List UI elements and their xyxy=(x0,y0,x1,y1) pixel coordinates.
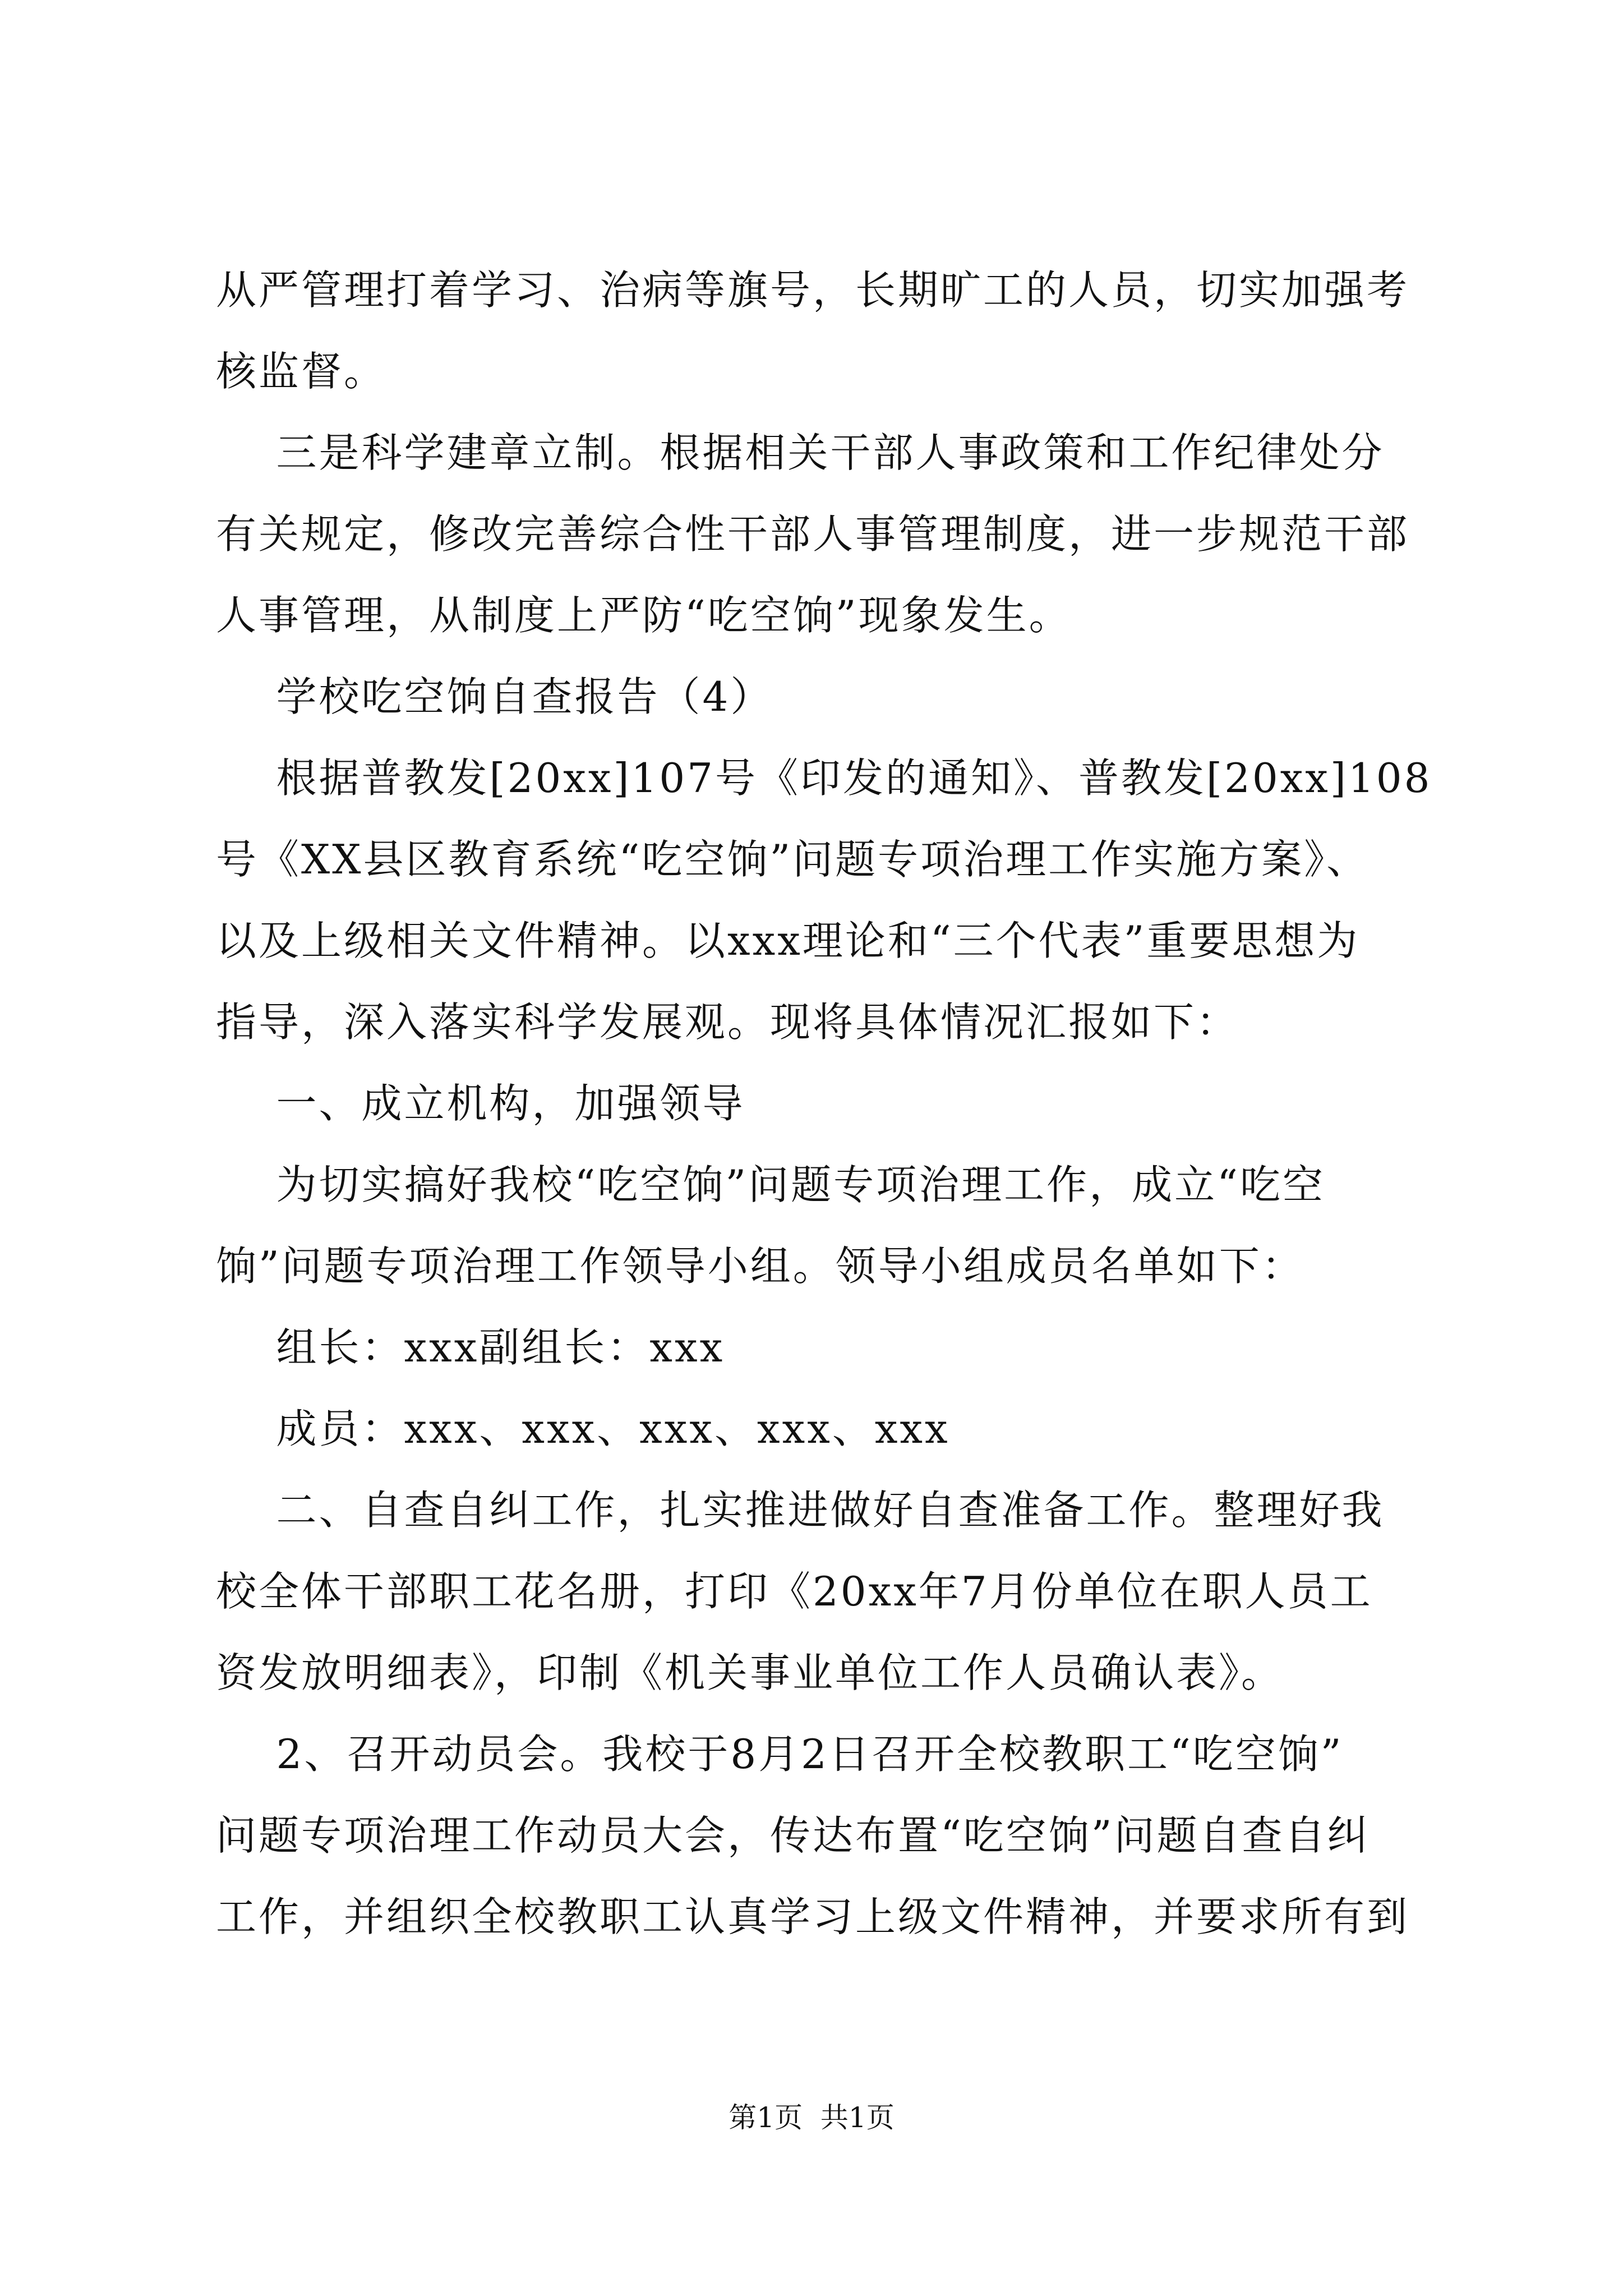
section-heading: 学校吃空饷自查报告（4） xyxy=(216,673,773,720)
text-line: 二、自查自纠工作，扎实推进做好自查准备工作。整理好我 xyxy=(216,1487,1385,1534)
text-line: 三是科学建章立制。根据相关干部人事政策和工作纪律处分 xyxy=(216,429,1385,476)
text-line: 工作，并组织全校教职工认真学习上级文件精神，并要求所有到 xyxy=(216,1893,1410,1940)
text-line: 以及上级相关文件精神。以xxx理论和“三个代表”重要思想为 xyxy=(216,917,1360,964)
text-line: 资发放明细表》，印制《机关事业单位工作人员确认表》。 xyxy=(216,1649,1284,1696)
text-line: 有关规定，修改完善综合性干部人事管理制度，进一步规范干部 xyxy=(216,510,1410,558)
text-line: 为切实搞好我校“吃空饷”问题专项治理工作，成立“吃空 xyxy=(216,1161,1325,1208)
text-line: 组长：xxx副组长：xxx xyxy=(216,1324,725,1371)
text-line: 问题专项治理工作动员大会，传达布置“吃空饷”问题自查自纠 xyxy=(216,1812,1370,1859)
text-line: 成员：xxx、xxx、xxx、xxx、xxx xyxy=(216,1405,950,1452)
text-line: 饷”问题专项治理工作领导小组。领导小组成员名单如下： xyxy=(216,1243,1304,1290)
text-line: 根据普教发[20xx]107号《印发的通知》、普教发[20xx]108 xyxy=(216,754,1432,802)
text-line: 从严管理打着学习、治病等旗号，长期旷工的人员，切实加强考 xyxy=(216,266,1410,314)
page-footer: 第1页 共1页 xyxy=(728,2101,895,2134)
section-heading: 一、成立机构，加强领导 xyxy=(216,1080,745,1127)
text-line: 2、召开动员会。我校于8月2日召开全校教职工“吃空饷” xyxy=(216,1731,1344,1778)
text-line: 指导，深入落实科学发展观。现将具体情况汇报如下： xyxy=(216,999,1239,1046)
text-line: 核监督。 xyxy=(216,348,387,395)
text-line: 校全体干部职工花名册，打印《20xx年7月份单位在职人员工 xyxy=(216,1568,1373,1615)
document-body xyxy=(216,250,1432,1958)
text-line: 号《XX县区教育系统“吃空饷”问题专项治理工作实施方案》、 xyxy=(216,836,1370,883)
text-line: 人事管理，从制度上严防“吃空饷”现象发生。 xyxy=(216,592,1072,639)
